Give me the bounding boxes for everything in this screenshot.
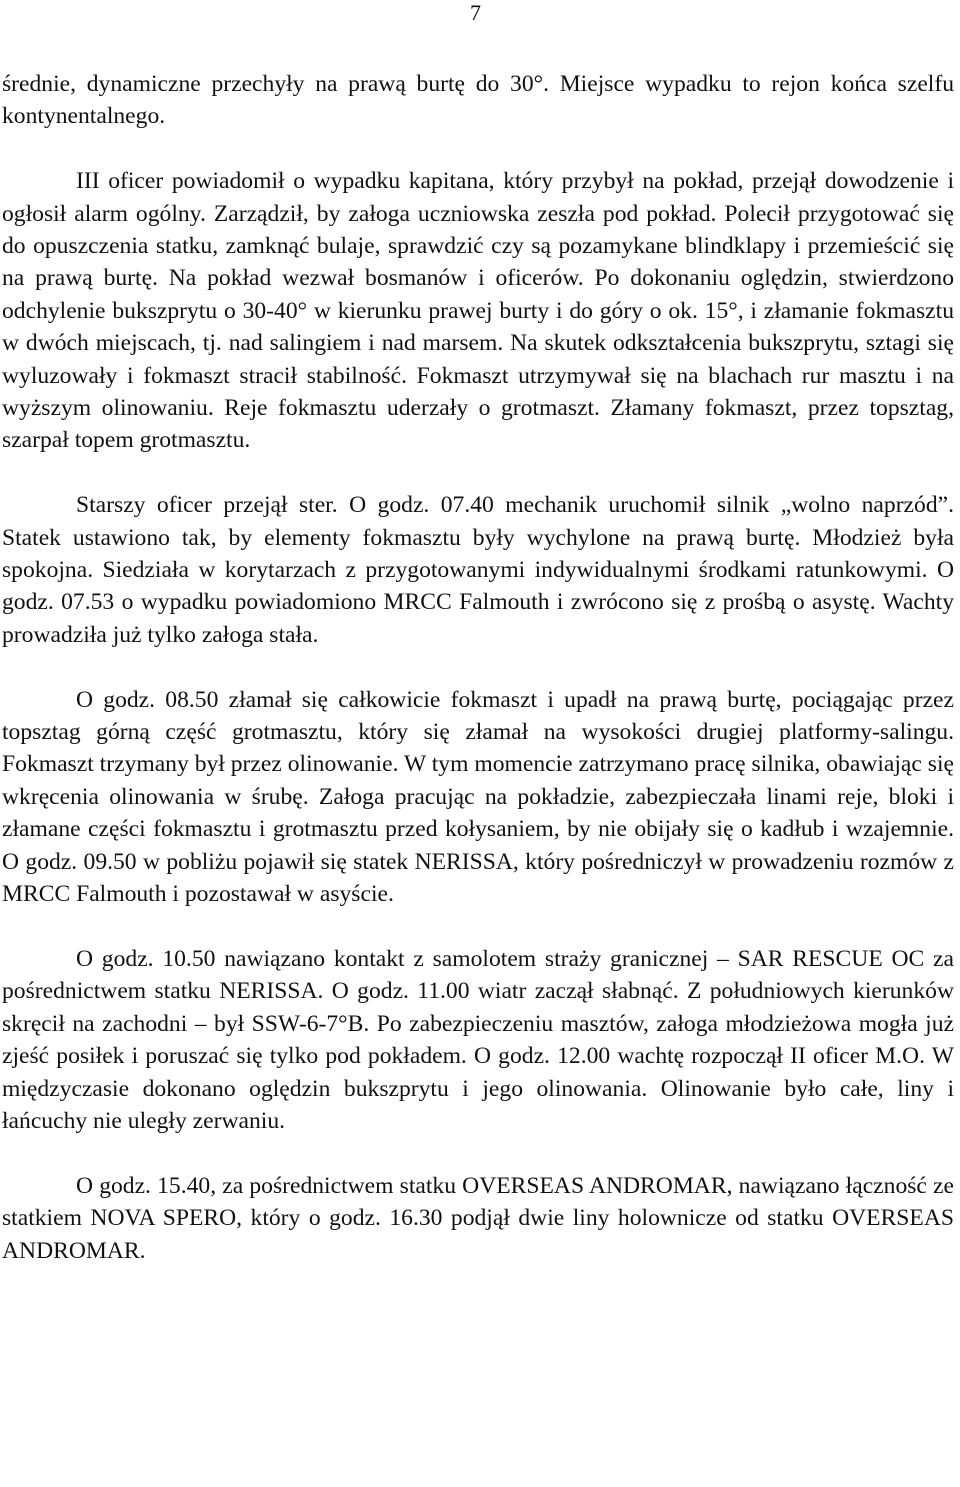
paragraph: O godz. 10.50 nawiązano kontakt z samolotem straży granicznej – SAR RESCUE OC za pośrednictwem statku NERISSA. O godz. 11.00 wiatr zaczął słabnąć. Z południowych kierunków skręcił na zachodni – był SSW-6-7°B. Po zabezpieczeniu masztów, załoga młodzieżowa mogła już zjeść posiłek i poruszać się tylko pod pokładem. O godz. 12.00 wachtę rozpoczął II oficer M.O. W międzyczasie dokonano oględzin bukszprytu i jego olinowania. Olinowanie było całe, liny i łańcuchy nie uległy zerwaniu.	[2, 945, 954, 1134]
paragraph: O godz. 15.40, za pośrednictwem statku OVERSEAS ANDROMAR, nawiązano łączność ze statkiem NOVA SPERO, który o godz. 16.30 podjął dwie liny holownicze od statku OVERSEAS ANDROMAR.	[2, 1172, 954, 1264]
paragraph: O godz. 08.50 złamał się całkowicie fokmaszt i upadł na prawą burtę, pociągając przez topsztag górną część grotmasztu, który się złamał na wysokości drugiej platformy-salingu. Fokmaszt trzymany był przez olinowanie. W tym momencie zatrzymano pracę silnika, obawiając się wkręcenia olinowania w śrubę. Załoga pracując na pokładzie, zabezpieczała linami reje, bloki i złamane części fokmasztu i grotmasztu przed kołysaniem, by nie obijały się o kadłub i wzajemnie. O godz. 09.50 w pobliżu pojawił się statek NERISSA, który pośredniczył w prowadzeniu rozmów z MRCC Falmouth i pozostawał w asyście.	[2, 686, 954, 908]
paragraph: średnie, dynamiczne przechyły na prawą burtę do 30°. Miejsce wypadku to rejon końca szelfu kontynentalnego.	[2, 71, 954, 130]
paragraph: Starszy oficer przejął ster. O godz. 07.40 mechanik uruchomił silnik „wolno naprzód”. Statek ustawiono tak, by elementy fokmasztu były wychylone na prawą burtę. Młodzież była spokojna. Siedziała w korytarzach z przygotowanymi indywidualnymi środkami ratunkowymi. O godz. 07.53 o wypadku powiadomiono MRCC Falmouth i zwrócono się z prośbą o asystę. Wachty prowadziła już tylko załoga stała.	[2, 492, 954, 648]
page-number: 7	[470, 0, 481, 25]
document-body	[2, 68, 954, 1267]
paragraph: III oficer powiadomił o wypadku kapitana, który przybył na pokład, przejął dowodzenie i ogłosił alarm ogólny. Zarządził, by załoga uczniowska zeszła pod pokład. Polecił przygotować się do opuszczenia statku, zamknąć bulaje, sprawdzić czy są pozamykane blindklapy i przemieścić się na prawą burtę. Na pokład wezwał bosmanów i oficerów. Po dokonaniu oględzin, stwierdzono odchylenie bukszprytu o 30-40° w kierunku prawej burty i do góry o ok. 15°, i złamanie fokmasztu w dwóch miejscach, tj. nad salingiem i nad marsem. Na skutek odkształcenia bukszprytu, sztagi się wyluzowały i fokmaszt stracił stabilność. Fokmaszt utrzymywał się na blachach rur masztu i na wyższym olinowaniu. Reje fokmasztu uderzały o grotmaszt. Złamany fokmaszt, przez topsztag, szarpał topem grotmasztu.	[2, 168, 954, 454]
